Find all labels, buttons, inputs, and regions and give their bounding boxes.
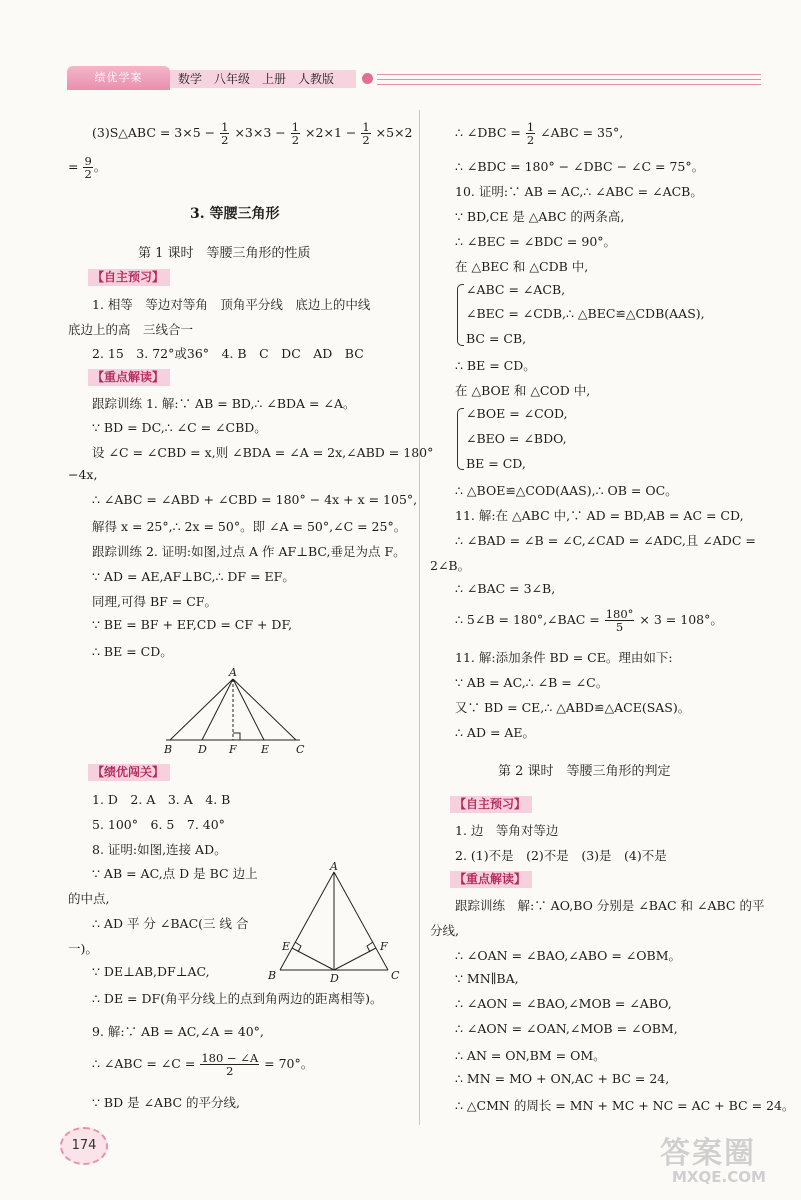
answer-line: 8. 证明:如图,连接 AD。 [92,842,227,857]
answer-line: ∴ △CMN 的周长 = MN + MC + NC = AC + BC = 24。 [455,1098,795,1113]
answer-line: 10. 证明:∵ AB = AC,∴ ∠ABC = ∠ACB。 [455,184,703,199]
lesson-title: 第 2 课时 等腰三角形的判定 [498,764,671,779]
answer-line: ∴ MN = MO + ON,AC + BC = 24, [455,1071,670,1086]
answer-line: ∵ BE = BF + EF,CD = CF + DF, [92,617,293,632]
answer-line: ∵ AB = AC,点 D 是 BC 边上 [92,866,258,881]
header-rule-mid [377,79,761,80]
answer-line: ∴ △BOE≌△COD(AAS),∴ OB = OC。 [455,483,678,498]
header-dot-icon [362,73,373,84]
brace-icon [457,284,464,346]
answer-line: ∵ BD 是 ∠ABC 的平分线, [92,1095,241,1110]
answer-line: ∴ ∠ABC = ∠ABD + ∠CBD = 180° − 4x + x = 105°, [92,492,418,507]
label-C: C [391,969,400,982]
fraction: $\frac{1}{2}$ [291,120,300,147]
answer-line: 2. (1)不是 (2)不是 (3)是 (4)不是 [455,848,667,863]
answer-line: 设 ∠C = ∠CBD = x,则 ∠BDA = ∠A = 2x,∠ABD = 180° [92,445,434,460]
answer-line: 1. D 2. A 3. A 4. B [92,792,231,807]
section-tag: 【绩优闯关】 [88,764,170,781]
lesson-title: 第 1 课时 等腰三角形的性质 [138,246,311,261]
answer-line: BC = CB, [466,331,527,346]
triangle-figure-1 [158,665,308,757]
answer-line: ∴ ∠BEC = ∠BDC = 90°。 [455,234,617,249]
answer-line: 在 △BOE 和 △COD 中, [455,383,591,398]
answer-line: 在 △BEC 和 △CDB 中, [455,259,589,274]
label-B: B [164,743,173,756]
fraction: $\frac{9}{2}$ [84,154,92,181]
section-tag: 【自主预习】 [450,796,532,813]
book-info: 数学 八年级 上册 人教版 [178,72,335,86]
label-A: A [330,862,338,873]
label-E: E [261,743,270,756]
label-B: B [268,969,277,982]
answer-line: ∵ DE⊥AB,DF⊥AC, [92,964,210,979]
header-rule-top [377,74,761,75]
answer-line: ∴ BE = CD。 [92,644,173,659]
fraction: $\frac{180 - \angle A}{2}$ [201,1051,259,1078]
answer-line: 11. 解:添加条件 BD = CE。理由如下: [455,650,673,665]
section-title: 3. 等腰三角形 [190,206,280,222]
answer-line: 一)。 [68,941,98,956]
answer-line: ∠BEC = ∠CDB,∴ △BEC≌△CDB(AAS), [466,306,705,321]
answer-line: ∵ BD,CE 是 △ABC 的两条高, [455,209,625,224]
column-divider [419,110,420,1125]
answer-line: ∴ ∠BAD = ∠B = ∠C,∠CAD = ∠ADC,且 ∠ADC = [455,533,756,548]
answer-line: ∴ BE = CD。 [455,358,536,373]
answer-line: ∴ ∠DBC = $\frac{1}{2}$ ∠ABC = 35°, [455,120,624,147]
answer-line: 跟踪训练 1. 解:∵ AB = BD,∴ ∠BDA = ∠A。 [92,396,356,411]
answer-line: (3)S△ABC = 3×5 − $\frac{1}{2}$ ×3×3 − $\frac{1}{2}$ ×2×1 − $\frac{1}{2}$ ×5×2 [92,120,413,147]
label-D: D [330,972,339,984]
answer-line: 2. 15 3. 72°或36° 4. B C DC AD BC [92,346,364,361]
answer-line: ∴ ∠BAC = 3∠B, [455,581,556,596]
watermark-logo: 答案圈 [660,1136,756,1171]
answer-line: 1. 相等 等边对等角 顶角平分线 底边上的中线 [92,297,371,312]
section-tag: 【自主预习】 [88,269,170,286]
label-A: A [229,666,237,679]
answer-line: ∴ AD = AE。 [455,725,536,740]
fraction: $\frac{1}{2}$ [221,120,229,147]
brace-icon [457,408,464,470]
answer-line: 底边上的高 三线合一 [68,322,194,337]
answer-line: ∠ABC = ∠ACB, [466,282,566,297]
page-number: 174 [60,1127,108,1165]
answer-line: ∵ MN∥BA, [455,971,519,986]
watermark-url: MXQE.COM [672,1168,766,1186]
answer-line: 跟踪训练 2. 证明:如图,过点 A 作 AF⊥BC,垂足为点 F。 [92,544,406,559]
series-tab [67,66,170,90]
section-tag: 【重点解读】 [450,871,532,888]
answer-line: 9. 解:∵ AB = AC,∠A = 40°, [92,1024,264,1039]
answer-line: ∴ ∠ABC = ∠C = $\frac{180 - \angle A}{2}$ = 70°。 [92,1051,314,1078]
answer-line: ∵ BD = DC,∴ ∠C = ∠CBD。 [92,420,267,435]
fraction: $\frac{180^\circ}{5}$ [605,607,634,634]
answer-line: ∠BOE = ∠COD, [466,406,568,421]
answer-line: 1. 边 等角对等边 [455,823,559,838]
answer-line: 分线, [430,923,459,938]
answer-line: 解得 x = 25°,∴ 2x = 50°。即 ∠A = 50°,∠C = 25°。 [92,519,407,534]
triangle-figure-2 [262,862,412,984]
answer-line: = $\frac{9}{2}$ 。 [68,154,107,181]
answer-line: 跟踪训练 解:∵ AO,BO 分别是 ∠BAC 和 ∠ABC 的平 [455,898,765,913]
answer-line: ∴ ∠AON = ∠BAO,∠MOB = ∠ABO, [455,996,672,1011]
header-rule-bottom [377,84,761,85]
answer-line: 同理,可得 BF = CF。 [92,594,217,609]
series-name: 绩优学案 [94,71,143,84]
answer-line: 11. 解:在 △ABC 中,∵ AD = BD,AB = AC = CD, [455,508,744,523]
answer-line: ∴ 5∠B = 180°,∠BAC = $\frac{180^\circ}{5}$ × 3 = 108°。 [455,607,723,634]
answer-line: BE = CD, [466,456,526,471]
answer-line: ∠BEO = ∠BDO, [466,431,567,446]
answer-line: ∴ AD 平 分 ∠BAC(三 线 合 [92,916,249,931]
answer-line: ∴ AN = ON,BM = OM。 [455,1048,606,1063]
answer-line: ∴ ∠AON = ∠OAN,∠MOB = ∠OBM, [455,1021,678,1036]
answer-line: ∴ ∠OAN = ∠BAO,∠ABO = ∠OBM。 [455,948,682,963]
answer-line: 又∵ BD = CE,∴ △ABD≌△ACE(SAS)。 [455,700,691,715]
label-C: C [296,743,305,756]
label-D: D [198,743,207,756]
answer-line: ∴ ∠BDC = 180° − ∠DBC − ∠C = 75°。 [455,159,705,174]
answer-line: ∵ AD = AE,AF⊥BC,∴ DF = EF。 [92,569,295,584]
fraction: $\frac{1}{2}$ [362,120,370,147]
answer-line: ∵ AB = AC,∴ ∠B = ∠C。 [455,675,609,690]
label-E: E [282,940,291,953]
label-F: F [229,743,237,756]
fraction: $\frac{1}{2}$ [526,120,535,147]
section-tag: 【重点解读】 [88,369,170,386]
answer-line: −4x, [68,467,98,482]
answer-line: 5. 100° 6. 5 7. 40° [92,817,225,832]
label-F: F [380,940,388,953]
answer-line: 的中点, [68,891,110,906]
answer-line: ∴ DE = DF(角平分线上的点到角两边的距离相等)。 [92,991,383,1006]
answer-line: 2∠B。 [430,558,471,573]
